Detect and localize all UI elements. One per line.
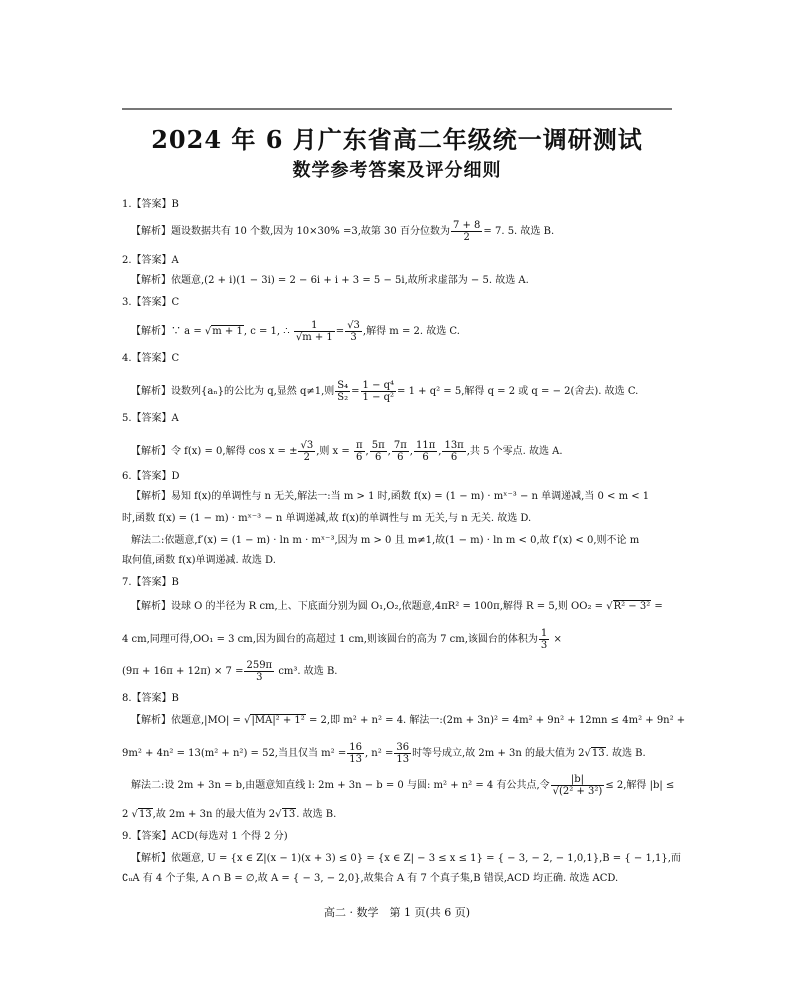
page-subtitle: 数学参考答案及评分细则	[292, 160, 502, 181]
q5-explanation: 【解析】令 f(x) = 0,解得 cos x = ± $\frac{√3}{2}$ ,则 x = $\frac{\pi}{6}$ , $\frac{5\pi}{6}$ , $\frac{7\pi}{6}$ , $\frac{11\pi}{6}$ , $\frac{13\pi}{6}$ ,共 5 个零点. 故选 A.	[131, 440, 563, 463]
q4-explanation: 【解析】设数列{aₙ}的公比为 q,显然 q≠1,则 $\frac{\text{S₄}}{\text{S₂}}$ = $\frac{\text{1 − q⁴}}{\text{1 − q²}}$ = 1 + q² = 5,解得 q = 2 或 q = − 2(舍去). 故选 C.	[131, 380, 639, 403]
q9-explanation-line-1: 【解析】依题意, U = {x ∈ Z|(x − 1)(x + 3) ≤ 0} = {x ∈ Z| − 3 ≤ x ≤ 1} = { − 3, − 2, − 1,0,1},B = { − 1,1},而	[131, 853, 681, 864]
q6-answer: 6.【答案】D	[122, 471, 180, 482]
page-title: 2024 年 6 月广东省高二年级统一调研测试	[151, 125, 643, 154]
q8-explanation-line-2: 9m² + 4n² = 13(m² + n²) = 52,当且仅当 m² = $\frac{16}{13}$ , n² = $\frac{36}{13}$ 时等号成立,故 2m + 3n 的最大值为 2√13. 故选 B.	[122, 742, 646, 765]
q9-explanation-line-2: ∁ᵤA 有 4 个子集, A ∩ B = ∅,故 A = { − 3, − 2,0},故集合 A 有 7 个真子集,B 错误,ACD 均正确. 故选 ACD.	[122, 873, 619, 884]
header-rule	[122, 108, 672, 110]
q4-answer: 4.【答案】C	[122, 353, 180, 364]
q8-explanation-line-4: 2 √13,故 2m + 3n 的最大值为 2√13. 故选 B.	[122, 809, 337, 820]
fraction: $\frac{1}{√m + 1}$	[295, 320, 333, 343]
fraction: $\frac{7 + 8}{2}$	[452, 220, 481, 243]
fraction: $\frac{7\pi}{6}$	[393, 440, 407, 463]
q6-explanation-line-3: 解法二:依题意,f′(x) = (1 − m) · ln m · mˣ⁻³,因为 m > 0 且 m≠1,故(1 − m) · ln m < 0,故 f′(x) < 0,则不论 m	[131, 535, 640, 546]
q8-answer: 8.【答案】B	[122, 693, 179, 704]
fraction: $\frac{36}{13}$	[396, 742, 410, 765]
q6-explanation-line-1: 【解析】易知 f(x)的单调性与 n 无关,解法一:当 m > 1 时,函数 f(x) = (1 − m) · mˣ⁻³ − n 单调递减,当 0 < m < 1	[131, 491, 650, 502]
q7-explanation-line-2: 4 cm,同理可得,OO₁ = 3 cm,因为圆台的高超过 1 cm,则该圆台的高为 7 cm,该圆台的体积为 $\frac{1}{3}$ ×	[122, 628, 562, 651]
q7-answer: 7.【答案】B	[122, 577, 179, 588]
fraction: $\frac{√3}{2}$	[300, 440, 314, 463]
q7-explanation-line-3: (9π + 16π + 12π) × 7 = $\frac{259\pi}{3}$ cm³. 故选 B.	[122, 660, 338, 683]
fraction: $\frac{\pi}{6}$	[355, 440, 363, 463]
fraction: $\frac{13\pi}{6}$	[444, 440, 464, 463]
q5-answer: 5.【答案】A	[122, 413, 179, 424]
q9-answer: 9.【答案】ACD(每选对 1 个得 2 分)	[122, 831, 288, 842]
q2-answer: 2.【答案】A	[122, 255, 179, 266]
fraction: $\frac{√3}{3}$	[347, 320, 360, 343]
fraction: $\frac{16}{13}$	[349, 742, 362, 765]
fraction: $\frac{\text{S₄}}{\text{S₂}}$	[337, 380, 349, 403]
q3-explanation: 【解析】∵ a = √m + 1, c = 1, ∴ $\frac{1}{√m + 1}$ = $\frac{√3}{3}$ ,解得 m = 2. 故选 C.	[131, 320, 460, 343]
q8-explanation-line-3: 解法二:设 2m + 3n = b,由题意知直线 l: 2m + 3n − b = 0 与圆: m² + n² = 4 有公共点,令 $\frac{|b|}{\text{√(2² + 3²)}}$ ≤ 2,解得 |b| ≤	[131, 774, 675, 797]
q1-explanation: 【解析】题设数据共有 10 个数,因为 10×30% =3,故第 30 百分位数为 $\frac{7 + 8}{2}$ = 7. 5. 故选 B.	[131, 220, 555, 243]
page-footer: 高二 · 数学 第 1 页(共 6 页)	[323, 906, 471, 919]
fraction: $\frac{259\pi}{3}$	[246, 660, 273, 683]
fraction: $\frac{5\pi}{6}$	[371, 440, 385, 463]
q6-explanation-line-2: 时,函数 f(x) = (1 − m) · mˣ⁻³ − n 单调递减,故 f(x)的单调性与 m 无关,与 n 无关. 故选 D.	[122, 513, 532, 524]
fraction: $\frac{1}{3}$	[540, 628, 548, 651]
fraction: $\frac{11\pi}{6}$	[415, 440, 436, 463]
q1-answer: 1.【答案】B	[122, 199, 179, 210]
q8-explanation-line-1: 【解析】依题意,|MO| = √|MA|² + 1² = 2,即 m² + n² = 4. 解法一:(2m + 3n)² = 4m² + 9n² + 12mn ≤ 4m² + 9n² +	[131, 715, 686, 726]
fraction: $\frac{\text{1 − q⁴}}{\text{1 − q²}}$	[362, 380, 395, 403]
fraction: $\frac{|b|}{\text{√(2² + 3²)}}$	[552, 774, 603, 797]
q6-explanation-line-4: 取何值,函数 f(x)单调递减. 故选 D.	[122, 555, 276, 566]
q3-answer: 3.【答案】C	[122, 297, 180, 308]
q7-explanation-line-1: 【解析】设球 O 的半径为 R cm,上、下底面分别为圆 O₁,O₂,依题意,4πR² = 100π,解得 R = 5,则 OO₂ = √R² − 3² =	[131, 601, 663, 612]
q2-explanation: 【解析】依题意,(2 + i)(1 − 3i) = 2 − 6i + i + 3 = 5 − 5i,故所求虚部为 − 5. 故选 A.	[131, 275, 529, 286]
